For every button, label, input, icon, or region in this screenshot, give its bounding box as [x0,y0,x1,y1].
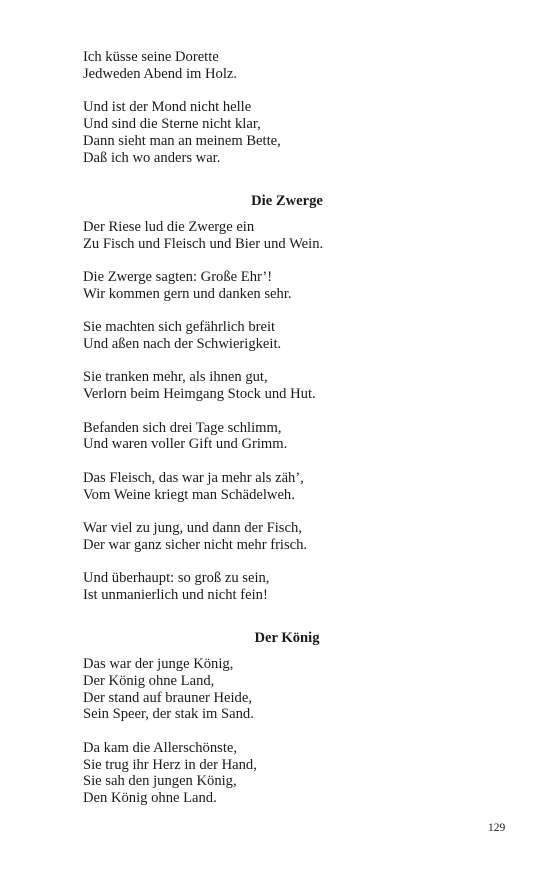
verse-line: Der stand auf brauner Heide, [83,689,252,706]
verse-line: Und aßen nach der Schwierigkeit. [83,335,282,352]
verse-line: Den König ohne Land. [83,790,217,807]
stanza [83,269,503,303]
verse-line: Sie machten sich gefährlich breit [83,319,276,336]
stanza [83,570,503,604]
verse-line: Verlorn beim Heimgang Stock und Hut. [83,386,316,403]
stanza [83,656,503,723]
stanza [83,219,503,253]
verse-line: Sein Speer, der stak im Sand. [83,706,254,723]
verse-line: Ist unmanierlich und nicht fein! [83,586,268,603]
verse-line: Daß ich wo anders war. [83,149,221,166]
stanza [83,740,503,807]
verse-line: Sie tranken mehr, als ihnen gut, [83,369,268,386]
stanza [83,369,503,403]
stanza [83,49,503,83]
verse-line: Da kam die Allerschönste, [83,739,238,756]
stanza [83,319,503,353]
verse-line: War viel zu jung, und dann der Fisch, [83,519,302,536]
verse-line: Sie trug ihr Herz in der Hand, [83,756,257,773]
page-number: 129 [488,822,506,834]
poem-title: Die Zwerge [251,192,323,209]
verse-line: Vom Weine kriegt man Schädelweh. [83,486,295,503]
verse-line: Und waren voller Gift und Grimm. [83,436,288,453]
verse-line: Jedweden Abend im Holz. [83,65,238,82]
verse-line: Der Riese lud die Zwerge ein [83,218,255,235]
verse-line: Sie sah den jungen König, [83,773,237,790]
page-content [83,49,503,824]
verse-line: Und sind die Sterne nicht klar, [83,115,261,132]
stanza [83,470,503,504]
verse-line: Der König ohne Land, [83,672,215,689]
stanza [83,420,503,454]
verse-line: Zu Fisch und Fleisch und Bier und Wein. [83,235,324,252]
verse-line: Die Zwerge sagten: Große Ehr’! [83,268,273,285]
verse-line: Der war ganz sicher nicht mehr frisch. [83,536,308,553]
verse-line: Das war der junge König, [83,656,234,673]
verse-line: Und überhaupt: so groß zu sein, [83,570,270,587]
verse-line: Das Fleisch, das war ja mehr als zäh’, [83,469,304,486]
stanza [83,99,503,166]
stanza [83,520,503,554]
verse-line: Dann sieht man an meinem Bette, [83,132,281,149]
poem-title: Der König [254,630,320,647]
verse-line: Und ist der Mond nicht helle [83,99,252,116]
verse-line: Ich küsse seine Dorette [83,49,219,65]
verse-line: Befanden sich drei Tage schlimm, [83,419,282,436]
verse-line: Wir kommen gern und danken sehr. [83,285,292,302]
